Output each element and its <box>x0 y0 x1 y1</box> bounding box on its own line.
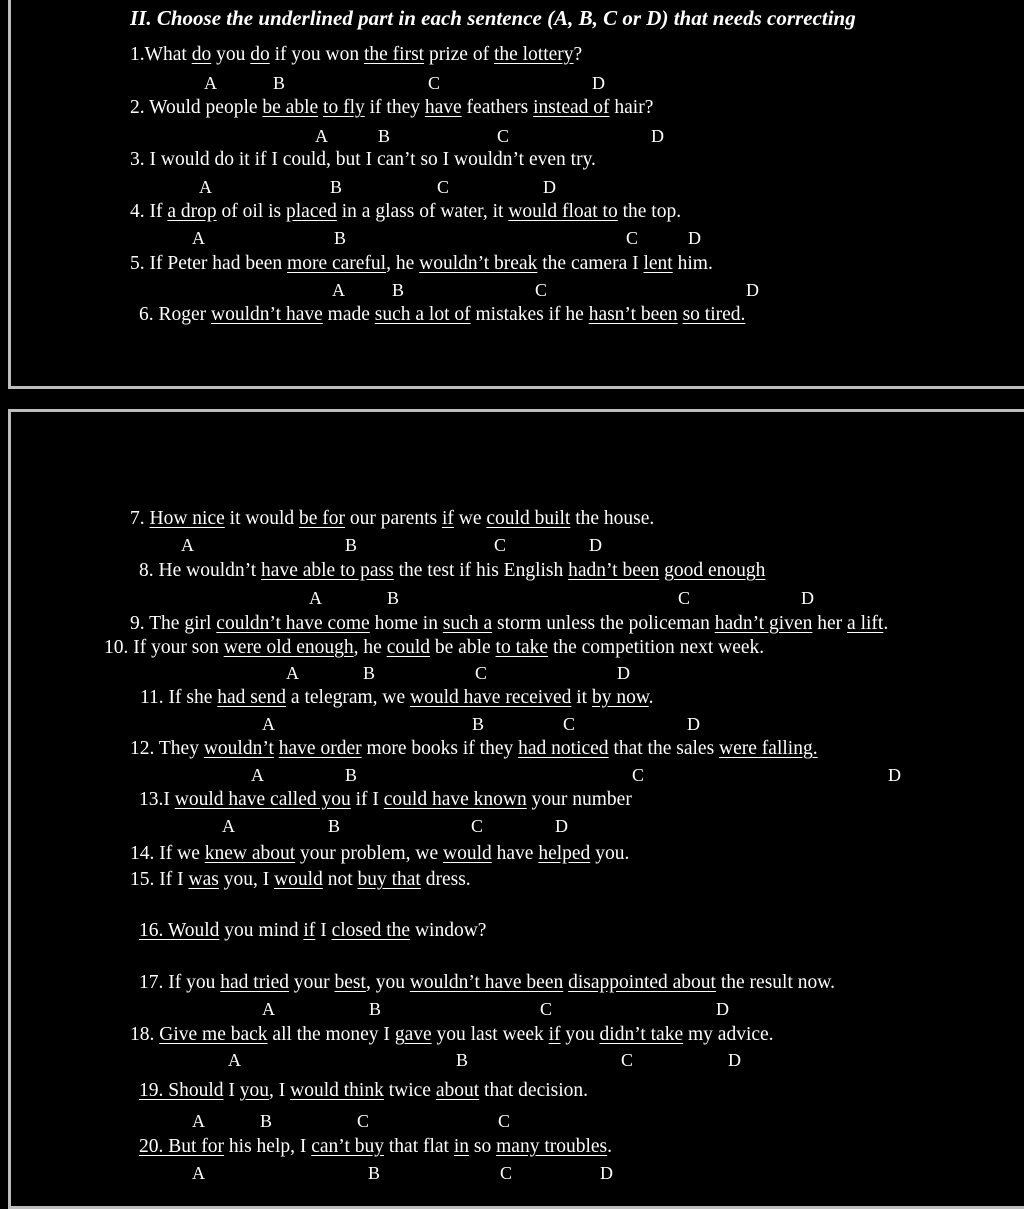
sentence-text: you <box>560 1024 600 1045</box>
underlined-option: would have received <box>410 687 572 708</box>
question-19 <box>139 1080 588 1102</box>
option-letter: C <box>535 280 548 300</box>
sentence-text: 13.I <box>139 789 175 810</box>
question-20 <box>139 1136 612 1158</box>
option-letter: A <box>181 535 194 555</box>
sentence-text: if you won <box>269 44 364 65</box>
question-11 <box>140 687 654 709</box>
option-letter: B <box>456 1050 469 1070</box>
option-letter: A <box>228 1050 241 1070</box>
sentence-text: 7. <box>130 508 150 529</box>
sentence-text: him. <box>672 253 713 274</box>
question-9 <box>130 613 888 635</box>
underlined-option: more careful <box>287 253 387 274</box>
sentence-text: , I <box>269 1080 291 1101</box>
question-8 <box>139 560 765 582</box>
sentence-text: you mind <box>219 920 304 941</box>
option-letter: A <box>315 126 328 146</box>
question-2 <box>130 97 653 119</box>
underlined-option: can’t buy <box>311 1136 384 1157</box>
sentence-text: that decision. <box>479 1080 589 1101</box>
question-5 <box>130 253 713 275</box>
sentence-text: window? <box>410 920 487 941</box>
question-4 <box>130 201 681 223</box>
option-letter: D <box>688 228 701 248</box>
underlined-option: good enough <box>664 560 766 581</box>
option-letter: C <box>475 663 488 683</box>
sentence-text: you <box>211 44 251 65</box>
option-letter: D <box>716 999 729 1019</box>
sentence-text: in a glass of water, it <box>336 201 509 222</box>
option-letter: D <box>746 280 759 300</box>
underlined-option: would have called you <box>174 789 351 810</box>
sentence-text: so <box>469 1136 497 1157</box>
sentence-text: . <box>648 687 654 708</box>
sentence-text: , he <box>353 637 387 658</box>
sentence-text: twice <box>383 1080 436 1101</box>
sentence-text: all the money I <box>267 1024 395 1045</box>
option-letter: C <box>678 588 691 608</box>
underlined-option: Give me back <box>159 1024 268 1045</box>
option-letter: D <box>687 714 700 734</box>
sentence-text: the competition next week. <box>548 637 765 658</box>
sentence-text: it would <box>224 508 299 529</box>
underlined-option: instead of <box>533 97 610 118</box>
question-13 <box>139 789 632 811</box>
underlined-option: had tried <box>220 972 290 993</box>
sentence-text: we <box>453 508 487 529</box>
sentence-text: I <box>223 1080 240 1101</box>
underlined-option: helped <box>538 843 591 864</box>
sentence-text: more books if they <box>361 738 519 759</box>
option-letter: A <box>222 816 235 836</box>
sentence-text: 10. If your son <box>104 637 224 658</box>
sentence-text: feathers <box>461 97 534 118</box>
sentence-text: 5. If Peter had been <box>130 253 288 274</box>
underlined-option: could have known <box>383 789 527 810</box>
underlined-option: have able to pass <box>261 560 394 581</box>
option-letter: A <box>192 1111 205 1131</box>
sentence-text: you, I <box>218 869 275 890</box>
underlined-option: have <box>424 97 462 118</box>
option-letter: B <box>472 714 485 734</box>
option-letter: C <box>494 535 507 555</box>
underlined-option: could <box>386 637 431 658</box>
underlined-option: gave <box>394 1024 432 1045</box>
option-letter: C <box>498 1111 511 1131</box>
option-letter: B <box>378 126 391 146</box>
underlined-option: knew about <box>204 843 296 864</box>
sentence-text: I <box>315 920 332 941</box>
question-16 <box>139 920 486 942</box>
underlined-option: if <box>303 920 316 941</box>
sentence-text: 3. I would do it if I could, but I can’t so I wouldn’t even try. <box>130 149 596 170</box>
option-letter: A <box>204 73 217 93</box>
sentence-text: the test if his English <box>393 560 569 581</box>
underlined-option: many troubles <box>496 1136 608 1157</box>
question-7 <box>130 508 654 530</box>
option-letter: C <box>428 73 441 93</box>
underlined-option: were falling. <box>719 738 818 759</box>
sentence-text: 4. If <box>130 201 168 222</box>
sentence-text: 15. If I <box>130 869 189 890</box>
option-letter: C <box>437 177 450 197</box>
sentence-text: the top. <box>617 201 682 222</box>
underlined-option: to fly <box>323 97 365 118</box>
option-letter: A <box>262 999 275 1019</box>
option-letter: C <box>621 1050 634 1070</box>
option-letter: B <box>330 177 343 197</box>
option-letter: D <box>592 73 605 93</box>
underlined-option: disappointed about <box>568 972 716 993</box>
question-12 <box>130 738 818 760</box>
question-3 <box>130 149 596 171</box>
sentence-text: 1.What <box>130 44 192 65</box>
sentence-text: storm unless the policeman <box>492 613 715 634</box>
option-letter: A <box>199 177 212 197</box>
underlined-option: hasn’t been <box>588 304 678 325</box>
underlined-option: such a <box>442 613 493 634</box>
underlined-option: didn’t take <box>599 1024 684 1045</box>
sentence-text: , you <box>365 972 410 993</box>
sentence-text: 17. If you <box>139 972 221 993</box>
underlined-option: would <box>274 869 323 890</box>
option-letter: A <box>251 765 264 785</box>
underlined-option: if <box>548 1024 561 1045</box>
underlined-option: so tired. <box>682 304 746 325</box>
underlined-option: 16. Would <box>139 920 220 941</box>
underlined-option: have order <box>278 738 362 759</box>
sentence-text: have <box>491 843 539 864</box>
option-letter: D <box>801 588 814 608</box>
sentence-text: if I <box>350 789 384 810</box>
underlined-option: wouldn’t <box>203 738 274 759</box>
option-letter: D <box>600 1163 613 1183</box>
underlined-option: buy that <box>357 869 421 890</box>
sentence-text: the camera I <box>537 253 644 274</box>
sentence-text: that the sales <box>608 738 720 759</box>
option-letter: B <box>334 228 347 248</box>
question-15 <box>130 869 471 891</box>
sentence-text: your problem, we <box>295 843 444 864</box>
underlined-option: would float to <box>508 201 618 222</box>
question-6 <box>139 304 745 326</box>
underlined-option: had send <box>217 687 287 708</box>
option-letter: A <box>309 588 322 608</box>
sentence-text: mistakes if he <box>470 304 589 325</box>
underlined-option: best <box>334 972 366 993</box>
sentence-text: 8. He wouldn’t <box>139 560 262 581</box>
sentence-text: 2. Would people <box>130 97 263 118</box>
question-14 <box>130 843 629 865</box>
sentence-text: 14. If we <box>130 843 205 864</box>
option-letter: C <box>471 816 484 836</box>
sentence-text: 12. They <box>130 738 204 759</box>
underlined-option: in <box>453 1136 470 1157</box>
underlined-option: be able <box>262 97 319 118</box>
underlined-option: such a lot of <box>374 304 471 325</box>
option-letter: B <box>345 535 358 555</box>
option-letter: A <box>286 663 299 683</box>
sentence-text: 9. The girl <box>130 613 217 634</box>
sentence-text: that flat <box>384 1136 454 1157</box>
underlined-option: were old enough <box>223 637 354 658</box>
option-letter: D <box>617 663 630 683</box>
sentence-text: you last week <box>431 1024 549 1045</box>
underlined-option: do <box>191 44 212 65</box>
question-18 <box>130 1024 774 1046</box>
option-letter: B <box>328 816 341 836</box>
sentence-text: ? <box>573 44 583 65</box>
sentence-text: . <box>883 613 889 634</box>
sentence-text: my advice. <box>683 1024 774 1045</box>
option-letter: B <box>273 73 286 93</box>
option-letter: B <box>363 663 376 683</box>
sentence-text: a telegram, we <box>286 687 411 708</box>
sentence-text: the result now. <box>715 972 835 993</box>
sentence-text: if they <box>364 97 425 118</box>
option-letter: A <box>332 280 345 300</box>
option-letter: B <box>260 1111 273 1131</box>
option-letter: A <box>262 714 275 734</box>
sentence-text: our parents <box>345 508 442 529</box>
sentence-text: her <box>812 613 848 634</box>
sentence-text: 6. Roger <box>139 304 212 325</box>
exercise-title: II. Choose the underlined part in each sentence (A, B, C or D) that needs correcting <box>130 6 856 30</box>
underlined-option: 19. Should <box>139 1080 224 1101</box>
option-letter: C <box>632 765 645 785</box>
sentence-text: you. <box>590 843 630 864</box>
sentence-text: your <box>289 972 335 993</box>
question-17 <box>139 972 835 994</box>
sentence-text: made <box>322 304 375 325</box>
sentence-text: be able <box>430 637 496 658</box>
underlined-option: hadn’t given <box>714 613 813 634</box>
underlined-option: wouldn’t have <box>211 304 323 325</box>
underlined-option: if <box>441 508 454 529</box>
sentence-text: not <box>322 869 358 890</box>
underlined-option: about <box>435 1080 480 1101</box>
underlined-option: closed the <box>331 920 411 941</box>
option-letter: D <box>728 1050 741 1070</box>
underlined-option: by now <box>591 687 649 708</box>
underlined-option: lent <box>643 253 673 274</box>
underlined-option: be for <box>299 508 346 529</box>
sentence-text: it <box>571 687 592 708</box>
sentence-text: dress. <box>420 869 471 890</box>
option-letter: B <box>392 280 405 300</box>
option-letter: B <box>368 1163 381 1183</box>
sentence-text: . <box>607 1136 613 1157</box>
option-letter: B <box>369 999 382 1019</box>
sentence-text: hair? <box>609 97 654 118</box>
underlined-option: a drop <box>167 201 217 222</box>
option-letter: D <box>651 126 664 146</box>
sentence-text: home in <box>369 613 443 634</box>
option-letter: C <box>626 228 639 248</box>
option-letter: D <box>543 177 556 197</box>
option-letter: C <box>497 126 510 146</box>
underlined-option: a lift <box>847 613 884 634</box>
question-1 <box>130 44 582 66</box>
option-letter: B <box>387 588 400 608</box>
option-letter: B <box>345 765 358 785</box>
question-10 <box>104 637 764 659</box>
underlined-option: could built <box>486 508 571 529</box>
sentence-text: his help, I <box>224 1136 312 1157</box>
underlined-option: was <box>188 869 219 890</box>
sentence-text: the house. <box>570 508 655 529</box>
underlined-option: to take <box>495 637 549 658</box>
option-letter: A <box>192 228 205 248</box>
sentence-text: 11. If she <box>140 687 218 708</box>
underlined-option: you <box>239 1080 270 1101</box>
sentence-text: , he <box>386 253 420 274</box>
sentence-text: prize of <box>424 44 494 65</box>
underlined-option: do <box>250 44 270 65</box>
option-letter: C <box>540 999 553 1019</box>
option-letter: D <box>555 816 568 836</box>
option-letter: C <box>563 714 576 734</box>
underlined-option: wouldn’t have been <box>409 972 564 993</box>
underlined-option: the lottery <box>493 44 574 65</box>
underlined-option: would think <box>290 1080 384 1101</box>
underlined-option: would <box>443 843 492 864</box>
underlined-option: hadn’t been <box>568 560 660 581</box>
option-letter: C <box>357 1111 370 1131</box>
option-letter: A <box>192 1163 205 1183</box>
option-letter: D <box>888 765 901 785</box>
underlined-option: placed <box>286 201 337 222</box>
underlined-option: the first <box>363 44 425 65</box>
sentence-text: of oil is <box>216 201 286 222</box>
underlined-option: couldn’t have come <box>216 613 370 634</box>
option-letter: D <box>589 535 602 555</box>
sentence-text: your number <box>526 789 632 810</box>
sentence-text: 18. <box>130 1024 160 1045</box>
underlined-option: 20. But for <box>139 1136 225 1157</box>
option-letter: C <box>500 1163 513 1183</box>
underlined-option: wouldn’t break <box>419 253 538 274</box>
underlined-option: How nice <box>149 508 225 529</box>
underlined-option: had noticed <box>518 738 609 759</box>
